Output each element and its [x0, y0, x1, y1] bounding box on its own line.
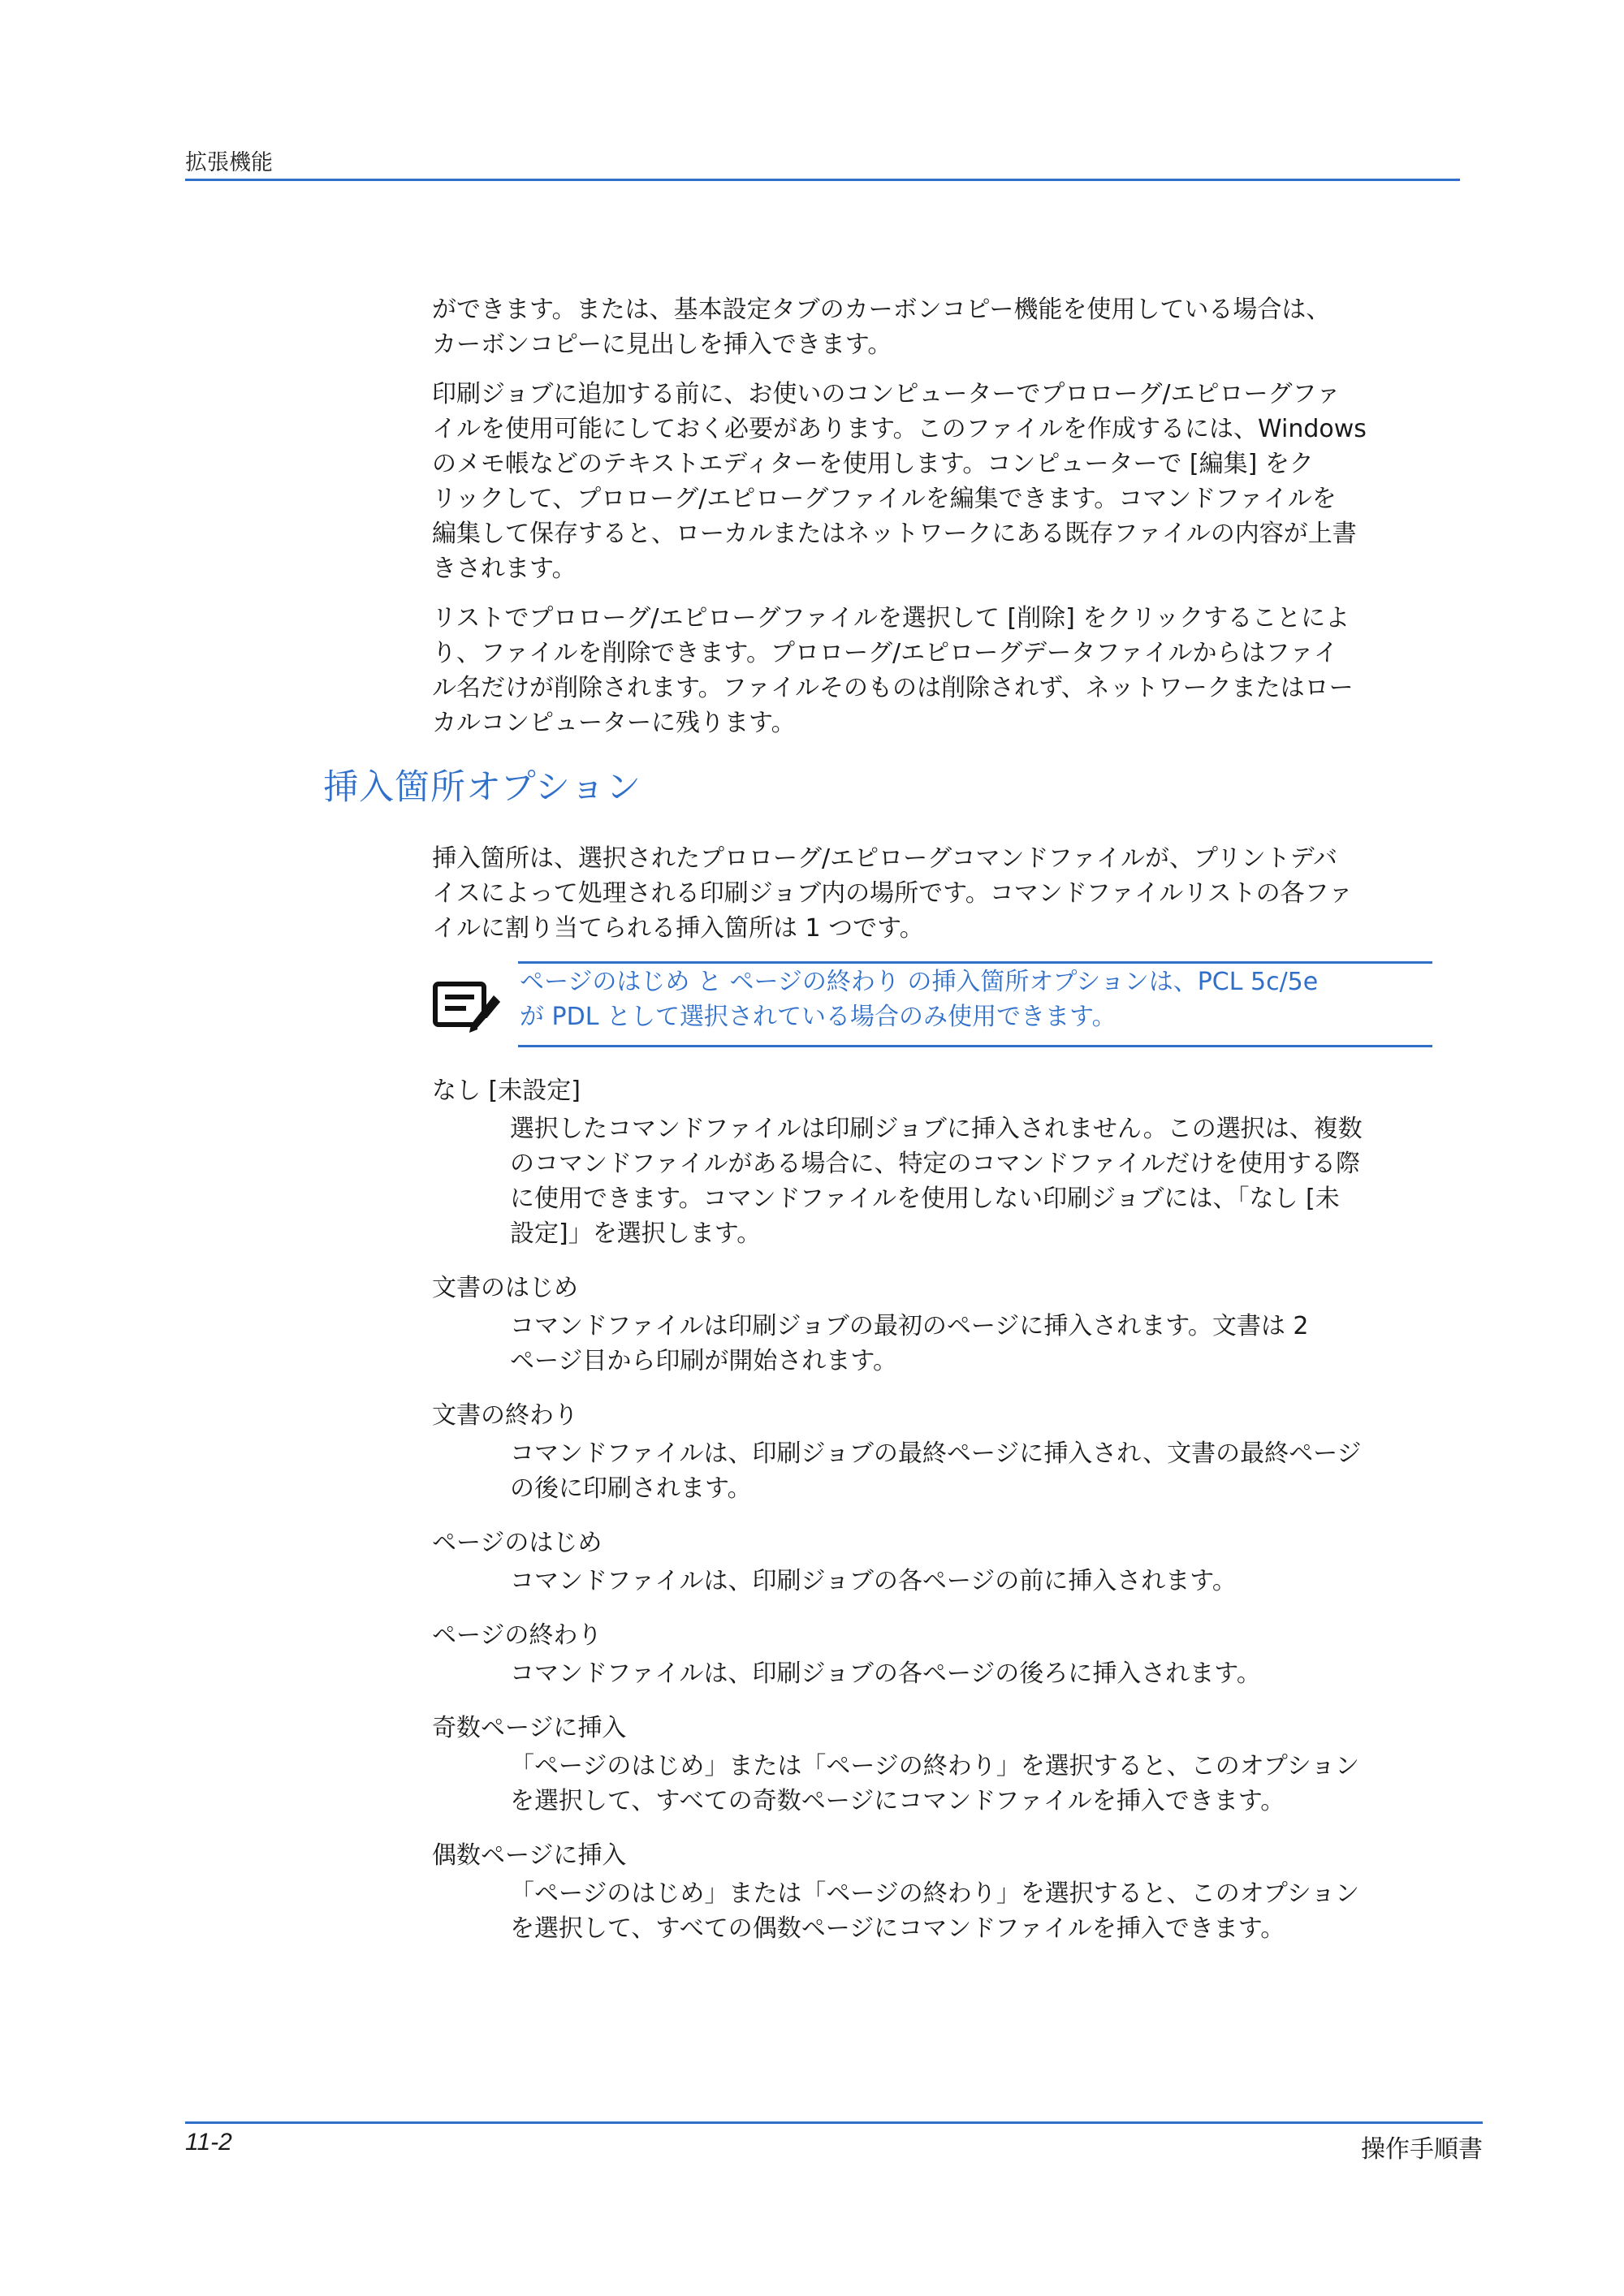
option-item: [432, 1838, 1479, 1946]
note-pencil-icon: [432, 979, 500, 1033]
option-term: 文書の終わり: [432, 1401, 578, 1430]
section-intro-wrap: [432, 841, 1479, 960]
option-description: コマンドファイルは印刷ジョブの最初のページに挿入されます。文書は 2 ページ目から印刷が開始されます。: [510, 1312, 1309, 1375]
note-bottom-rule: [518, 1045, 1432, 1047]
option-term: 偶数ページに挿入: [432, 1841, 627, 1870]
intro-paragraph-2: 印刷ジョブに追加する前に、お使いのコンピューターでプロローグ/エピローグファ イルを使用可能にしておく必要があります。このファイルを作成するには、Windows のメモ帳などのテキストエディターを使用します。コンピューターで [編集] をク リックして、プロローグ/エピローグファイルを編集できます。コマンドファイルを 編集して保存すると、ローカルまたはネットワークにある既存ファイルの内容が上書 きされます。: [432, 380, 1367, 583]
section-title: 挿入箇所オプション: [323, 767, 642, 808]
page-number: 11-2: [185, 2129, 232, 2156]
note-text: ページのはじめ と ページの終わり の挿入箇所オプションは、PCL 5c/5e が PDL として選択されている場合のみ使用できます。: [520, 968, 1319, 1031]
header-rule: [185, 179, 1460, 181]
manual-title: 操作手順書: [1361, 2135, 1483, 2164]
intro-paragraph-3: リストでプロローグ/エピローグファイルを選択して [削除] をクリックすることによ り、ファイルを削除できます。プロローグ/エピローグデータファイルからはファイ ル名だけが削除されます。ファイルそのものは削除されず、ネットワークまたはロー カルコンピューターに残ります。: [432, 604, 1354, 737]
option-term: 文書のはじめ: [432, 1274, 578, 1302]
option-description: 「ページのはじめ」または「ページの終わり」を選択すると、このオプション を選択して、すべての偶数ページにコマンドファイルを挿入できます。: [510, 1880, 1360, 1943]
page-header: 拡張機能: [185, 150, 273, 175]
option-item: [432, 1271, 1479, 1379]
option-item: [432, 1526, 1479, 1599]
option-item: [432, 1073, 1479, 1251]
footer-rule: [185, 2121, 1483, 2124]
option-description: コマンドファイルは、印刷ジョブの最終ページに挿入され、文書の最終ページ の後に印刷されます。: [510, 1439, 1362, 1503]
option-description: コマンドファイルは、印刷ジョブの各ページの後ろに挿入されます。: [510, 1659, 1261, 1688]
option-term: ページの終わり: [432, 1621, 603, 1650]
intro-section: [432, 292, 1479, 755]
option-item: [432, 1618, 1479, 1691]
option-term: なし [未設定]: [432, 1077, 581, 1105]
insertion-options-list: [432, 1073, 1479, 1966]
option-term: 奇数ページに挿入: [432, 1714, 627, 1742]
section-intro: 挿入箇所は、選択されたプロローグ/エピローグコマンドファイルが、プリントデバ イスによって処理される印刷ジョブ内の場所です。コマンドファイルリストの各ファ イルに割り当てられる挿入箇所は 1 つです。: [432, 844, 1353, 943]
option-description: 「ページのはじめ」または「ページの終わり」を選択すると、このオプション を選択して、すべての奇数ページにコマンドファイルを挿入できます。: [510, 1752, 1360, 1815]
note-top-rule: [518, 961, 1432, 964]
intro-paragraph-1: ができます。または、基本設定タブのカーボンコピー機能を使用している場合は、 カーボンコピーに見出しを挿入できます。: [432, 296, 1331, 359]
option-item: [432, 1398, 1479, 1506]
option-description: 選択したコマンドファイルは印刷ジョブに挿入されません。この選択は、複数 のコマンドファイルがある場合に、特定のコマンドファイルだけを使用する際 に使用できます。コマンドファイルを使用しない印刷ジョブには、「なし [未 設定]」を選択します。: [510, 1115, 1363, 1248]
option-description: コマンドファイルは、印刷ジョブの各ページの前に挿入されます。: [510, 1567, 1237, 1595]
option-term: ページのはじめ: [432, 1529, 603, 1557]
note-box: [432, 961, 1432, 1047]
option-item: [432, 1711, 1479, 1819]
